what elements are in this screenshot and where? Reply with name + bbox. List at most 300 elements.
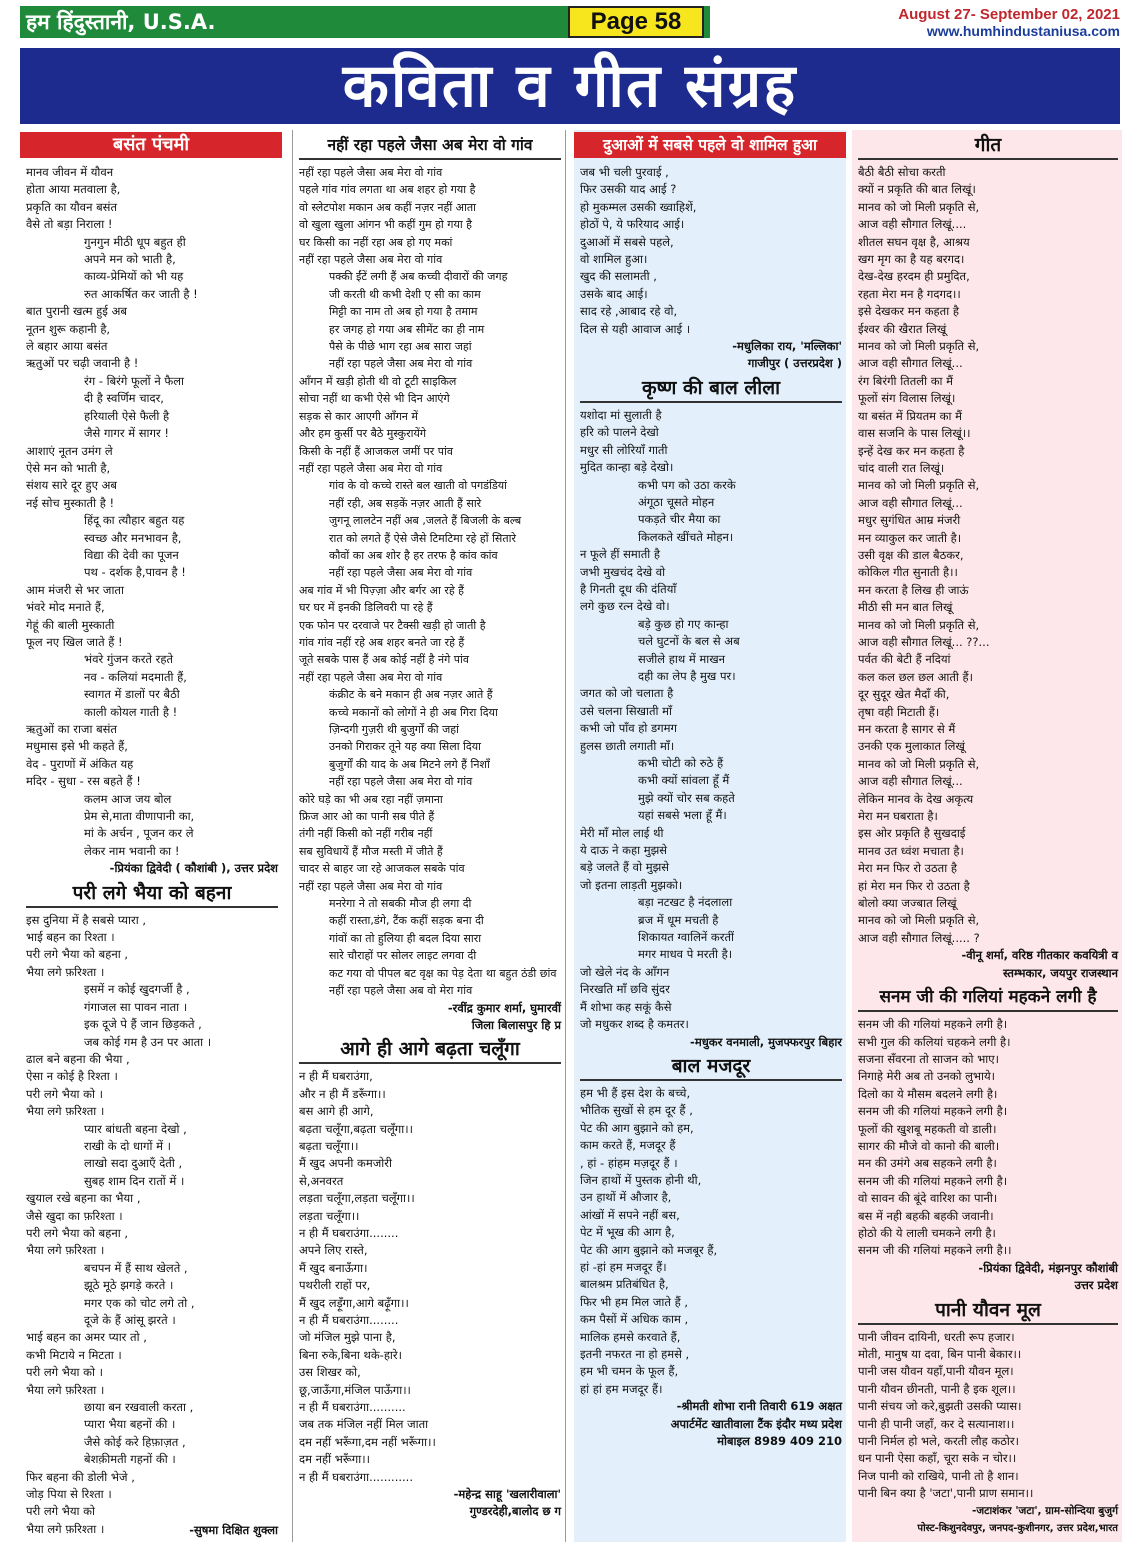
poem-line: घर घर में इनकी डिलिवरी पा रहे हैं: [299, 601, 433, 615]
poem-line: मोती, मानुष या दवा, बिन पानी बेकार।।: [858, 1347, 1022, 1361]
poem-line: गेहूं की बाली मुस्काती: [26, 617, 115, 632]
poem-line: न फूले हीं समाती है: [580, 547, 661, 562]
poem-line: नहीं रहा पहले जैसा अब मेरा वो गांव: [329, 357, 473, 371]
poem-line: नूतन शुरू कहानी है,: [26, 321, 111, 336]
poem-line: उनकी एक मुलाकात लिखूं: [858, 739, 965, 754]
poem-line: पानी जीवन दायिनी, धरती रूप हजार।: [858, 1329, 1015, 1344]
poem-line: इसे देखकर मन कहता है: [858, 304, 959, 319]
poem-line: शिकायत ग्वालिनें करतीं: [638, 930, 734, 945]
poem-line: वो सावन की बूंदे वारिश का पानी।: [858, 1191, 998, 1206]
poem-line: भैया लगे फ़रिश्ता ।: [26, 1104, 105, 1119]
poem-line: हर जगह हो गया अब सीमेंट का ही नाम: [329, 322, 485, 336]
poem-line: उसे चलना सिखाती माँ: [580, 703, 673, 718]
poem-line: आज वही सौगात लिखूं...: [858, 774, 963, 789]
poem-pari: [26, 912, 278, 1539]
poem-line: इस ओर प्रकृति है सुखदाई: [858, 826, 966, 841]
poem-line: न ही मैं घबराउंगा........: [299, 1313, 399, 1327]
poem-line: रहता मेरा मन है गदगद।।: [858, 286, 961, 301]
poem-line: मेरा मन फिर रो उठता है: [858, 861, 957, 876]
poem-line: दूर सुदूर खेत मैदाँ की,: [858, 687, 950, 702]
poem-author-duaon-place: गाजीपुर ( उत्तरप्रदेश ): [747, 356, 842, 371]
poem-line: कलम आज जय बोल: [84, 791, 172, 806]
poem-line: रात को लगते हैं ऐसे जैसे टिमटिमा रहे हों सितारे: [329, 531, 516, 545]
poem-duaon: [580, 164, 842, 338]
poem-line: पानी ही पानी जहाँ, कर दे सत्यानाश।।: [858, 1416, 1015, 1431]
poem-line: हिंदू का त्यौहार बहुत यह: [84, 513, 185, 528]
poem-line: अपने लिए रास्ते,: [299, 1243, 368, 1258]
poem-line: भैया लगे फ़रिश्ता ।: [26, 1521, 105, 1536]
poem-line: कंक्रीट के बने मकान ही अब नज़र आते हैं: [329, 688, 493, 702]
poem-line: मदिर - सुधा - रस बहते हैं !: [26, 774, 141, 789]
poem-line: और हम कुर्सी पर बैठे मुस्कुरायेंगे: [299, 427, 427, 441]
poem-title-aage: आगे ही आगे बढ़ता चलूँगा: [299, 1036, 561, 1064]
poem-line: आज वही सौगात लिखूं... ??...: [858, 634, 990, 649]
poem-line: वेद - पुराणों में अंकित यह: [26, 756, 134, 771]
poem-line: दिलो का ये मौसम बदलने लगी है।: [858, 1086, 998, 1101]
poem-line: मगर एक को चोट लगे तो ,: [84, 1295, 195, 1310]
poem-line: मैं शोभा कह सकूं कैसे: [580, 999, 672, 1014]
poem-line: इस दुनिया में है सबसे प्यारा ,: [26, 912, 147, 927]
poem-line: परी लगे भैया को बहना ,: [26, 947, 128, 962]
poem-title-pari: परी लगे भैया को बहना: [26, 880, 278, 908]
poem-line: अंगूठा चूसते मोहन: [638, 494, 715, 509]
poem-author-mazdoor-phone: मोबाइल 8989 409 210: [717, 1434, 842, 1449]
poem-line: प्रकृति का यौवन बसंत: [26, 199, 118, 214]
poem-line: नहीं रहा पहले जैसा अब मेरा वो गांव: [299, 166, 443, 179]
poem-line: आम मंजरी से भर जाता: [26, 582, 124, 597]
poem-line: सनम जी की गलियां महकने लगी है।: [858, 1173, 1008, 1188]
poem-line: , हां - हांहम मज़दूर हैं ।: [580, 1155, 678, 1170]
poem-line: जो इतना लाड़ती मुझको।: [580, 877, 683, 892]
poem-line: गंगाजल सा पावन नाता ।: [84, 999, 188, 1014]
poem-line: बढ़ता चलूँगा।।: [299, 1138, 359, 1153]
poem-line: लड़ता चलूँगा।।: [299, 1208, 360, 1223]
poem-line: पहले गांव गांव लगता था अब शहर हो गया है: [299, 183, 476, 197]
poem-line: गांवों का तो हुलिया ही बदल दिया सारा: [329, 931, 482, 945]
poem-line: बैठी बैठी सोचा करती: [858, 165, 946, 179]
poem-author-basant: -प्रियंका द्विवेदी ( कौशांबी ), उत्तर प्रदेश: [109, 861, 278, 876]
poem-line: भंवरे मोद मनाते हैं,: [26, 600, 105, 615]
poem-paani: [858, 1329, 1118, 1503]
poem-line: परी लगे भैया को: [26, 1504, 95, 1519]
poem-line: तृषा वही मिटाती हैं।: [858, 704, 940, 719]
poem-line: तंगी नहीं किसी को नहीं गरीब नहीं: [299, 827, 433, 841]
poem-line: काव्य-प्रेमियों को भी यह: [84, 269, 184, 284]
poem-line: मानव को जो मिली प्रकृति से,: [858, 478, 980, 493]
poem-line: वैसे तो बड़ा निराला !: [26, 217, 113, 232]
poem-line: जगत को जो चलाता है: [580, 686, 674, 701]
poem-aage: [299, 1068, 561, 1486]
poem-line: फूलों संग विलास लिखूं।: [858, 391, 956, 406]
poem-line: सागर की मौजे वो कानो की बाली।: [858, 1138, 1000, 1153]
poem-line: सड़क से कार आएगी आँगन में: [299, 409, 418, 423]
poem-line: किसी के नहीं हैं आजकल जमीं पर पांव: [299, 444, 454, 458]
poem-line: हुलस छाती लगाती माँ।: [580, 738, 675, 753]
poem-line: जब कोई गम है उन पर आता ।: [84, 1034, 212, 1049]
poem-author-paani: -जटाशंकर 'जटा', ग्राम-सोन्दिया बुजुर्ग: [972, 1504, 1118, 1517]
poem-line: सारे चौराहों पर सोलर लाइट लगवा दी: [329, 949, 477, 963]
poem-line: जब भी चली पुरवाई ,: [580, 165, 669, 179]
poem-line: नहीं रहा पहले जैसा अब मेरा वो गांव: [299, 461, 443, 475]
poem-line: सोचा नहीं था कभी ऐसे भी दिन आएंगे: [299, 392, 450, 406]
column-1: [20, 130, 282, 1542]
poem-line: इतनी नफरत ना हो हमसे ,: [580, 1347, 690, 1361]
column-2: [292, 130, 566, 1542]
poem-line: सभी गुल की कलियां चहकने लगी है।: [858, 1034, 1011, 1049]
poem-line: हां मेरा मन फिर रो उठता है: [858, 878, 970, 893]
poem-line: सनम जी की गलियां महकने लगी है।: [858, 1104, 1008, 1119]
poem-line: भैया लगे फ़रिश्ता ।: [26, 1243, 105, 1258]
poem-line: हरियाली ऐसे फैली है: [84, 408, 170, 423]
poem-line: बोलो क्या जज्बात लिखूं: [858, 896, 957, 911]
poem-line: न ही मैं घबराउंगा,: [299, 1069, 373, 1084]
poem-title-paani: पानी यौवन मूल: [858, 1297, 1118, 1325]
poem-line: नहीं रहा पहले जैसा अब मेरा वो गांव: [299, 253, 443, 267]
poem-line: ज़िन्दगी गुज़री थी बुजुर्गों की जहां: [329, 723, 459, 736]
website-link[interactable]: www.humhindustaniusa.com: [926, 23, 1120, 39]
poem-line: कहीं रास्ता,डंगे, टैंक कहीं सड़क बना दी: [329, 914, 484, 928]
poem-line: वास सजनि के पास लिखूं।।: [858, 426, 971, 441]
poem-line: बुजुर्गों की याद के अब मिटने लगे हैं निशाँ: [329, 757, 490, 771]
poem-line: आंखों में सपने नहीं बस,: [580, 1207, 680, 1222]
poem-line: गांव के वो कच्चे रास्ते बल खाती वो पगडंडियां: [329, 479, 507, 493]
poem-author-gaon-place: जिला बिलासपुर हि प्र: [471, 1017, 561, 1032]
poem-line: आज वही सौगात लिखूं....: [858, 217, 967, 232]
poem-line: फिर उसकी याद आई ?: [580, 182, 677, 197]
poem-line: सजीले हाथ में माखन: [638, 651, 726, 666]
poem-line: मानव उत ध्वंश मचाता है।: [858, 843, 964, 858]
poem-line: सनम जी की गलियां महकने लगी है।।: [858, 1243, 1012, 1258]
poem-line: मेरा मन घबराता है।: [858, 809, 938, 824]
poem-line: विद्या की देवी का पूजन: [84, 547, 179, 562]
poem-line: लाखो सदा दुआएँ देती ,: [84, 1156, 183, 1171]
poem-line: दूजे के हैं आंसू झरते ।: [84, 1313, 176, 1327]
poem-line: क्यों न प्रकृति की बात लिखूं।: [858, 182, 976, 197]
poem-line: बस में नही बहकी बहकी जवानी।: [858, 1208, 994, 1223]
poem-line: आँगन में खड़ी होती थी वो टूटी साइकिल: [299, 374, 457, 388]
poem-line: बिना रुके,बिना थके-हारे।: [299, 1347, 402, 1362]
poem-line: मुदित कान्हा बड़े देखो।: [580, 460, 674, 475]
column-3: [574, 130, 846, 1542]
poem-line: पानी बिन क्या है 'जटा',पानी प्राण समान।।: [858, 1486, 1034, 1501]
poem-line: सनम जी की गलियां महकने लगी है।: [858, 1017, 1008, 1032]
poem-line: मनरेगा ने तो सबकी मौज ही लगा दी: [329, 897, 472, 911]
poem-line: जभी मुखचंद देखे वो: [580, 564, 666, 579]
poem-line: राखी के दो धागों में ।: [84, 1138, 172, 1153]
poem-line: नहीं रहा पहले जैसा अब मेरा वो गांव: [329, 566, 473, 580]
poem-line: खग मृग का है यह बरगद।: [858, 252, 965, 267]
poem-line: नहीं रहा पहले जैसा अब मेरा वो गांव: [299, 879, 443, 893]
poem-line: मीठी सी मन बात लिखूं: [858, 600, 953, 615]
poem-mazdoor: [580, 1085, 842, 1398]
poem-line: खुद की सलामती ,: [580, 269, 657, 284]
poem-line: मैं खुद लड़ूँगा,आगे बढ़ूँगा।।: [299, 1295, 409, 1310]
poem-line: हां -हां हम मजदूर हैं।: [580, 1259, 667, 1274]
poem-gaon: [299, 164, 561, 1000]
poem-line: आज वही सौगात लिखूं...: [858, 356, 963, 371]
poem-line: कोरे घड़े का भी अब रहा नहीं ज़माना: [299, 792, 443, 806]
poem-line: उनको गिराकर तूने यह क्या सिला दिया: [329, 740, 481, 754]
poem-line: नहीं रहा पहले जैसा अब वो मेरा गांव: [329, 984, 473, 998]
poem-line: कल कल छल छल आती हैं।: [858, 669, 974, 684]
poem-line: सब सुविधायें हैं मौज मस्ती में जीते हैं: [299, 844, 443, 858]
poem-line: ऐसे मन को भाती है,: [26, 460, 111, 475]
poem-line: कभी जो पाँव हो डगमग: [580, 721, 677, 736]
poem-line: झूठे मूठे झगड़े करते ।: [84, 1278, 174, 1293]
poem-line: खुयाल रखे बहना का भैया ,: [26, 1191, 141, 1206]
poem-line: रंग - बिरंगे फूलों ने फैला: [84, 373, 184, 388]
poem-line: नहीं रहा पहले जैसा अब मेरा वो गांव: [329, 775, 473, 789]
poem-line: साद रहे ,आबाद रहे वो,: [580, 304, 678, 319]
poem-author-geet: -वीनू शर्मा, वरिष्ठ गीतकार कवयित्री व: [961, 948, 1118, 963]
poem-line: पानी संचय जो करे,बुझती उसकी प्यास।: [858, 1399, 1022, 1414]
poem-line: मिट्टी का नाम तो अब हो गया है तमाम: [329, 305, 478, 319]
poem-line: नहीं रही, अब सड़कें नज़र आती हैं सारे: [329, 496, 482, 510]
poem-line: पानी यौवन छीनती, पानी है इक शूल।।: [858, 1381, 1016, 1396]
poem-line: वो स्लेटपोश मकान अब कहीं नज़र नहीं आता: [299, 200, 477, 214]
poem-line: यहां सबसे भला हूँ मैं।: [638, 808, 727, 823]
poem-line: नहीं रहा पहले जैसा अब मेरा वो गांव: [299, 670, 443, 684]
poem-geet: [858, 164, 1118, 947]
poem-title-gaon: नहीं रहा पहले जैसा अब मेरा वो गांव: [299, 132, 561, 160]
poem-line: ढाल बने बहना की भैया ,: [26, 1051, 130, 1066]
poem-line: रंग बिरंगी तितली का मैं: [858, 373, 954, 388]
poem-author-gaon: -रवींद्र कुमार शर्मा, घुमारवीं: [447, 1000, 561, 1015]
poem-line: कोकिल गीत सुनाती है।।: [858, 565, 958, 580]
poem-line: बचपन में हैं साथ खेलते ,: [84, 1260, 188, 1275]
poem-line: आज वही सौगात लिखूं...: [858, 495, 963, 510]
poem-line: मधुर सी लोरियाँ गाती: [580, 442, 668, 457]
poem-title-geet: गीत: [858, 132, 1118, 160]
poem-title-krishna: कृष्ण की बाल लीला: [580, 375, 842, 403]
poem-line: छाया बन रखवाली करता ,: [84, 1400, 194, 1415]
poem-line: जोड़ पिया से रिश्ता ।: [26, 1487, 112, 1502]
poem-line: कभी क्यों सांवला हूँ मैं: [638, 773, 730, 788]
poem-line: परी लगे भैया को बहना ,: [26, 1225, 128, 1240]
poem-line: लड़ता चलूँगा,लड़ता चलूँगा।।: [299, 1191, 415, 1206]
poem-line: इक दूजे पे हैं जान छिड़कते ,: [84, 1017, 202, 1032]
poem-line: स्वागत में डालों पर बैठी: [84, 687, 180, 702]
poem-line: वो खुला खुला आंगन भी कहीं गुम हो गया है: [299, 218, 473, 232]
poem-line: फ्रिज आर ओ का पानी सब पीते हैं: [299, 810, 435, 824]
poem-line: पथ - दर्शक है,पावन है !: [84, 565, 186, 580]
poem-line: घर किसी का नहीं रहा अब हो गए मकां: [299, 235, 453, 249]
poem-line: पथरीली राहों पर,: [299, 1278, 371, 1293]
poem-line: होठों पे, ये फरियाद आई।: [580, 217, 685, 232]
poem-line: बड़ा नटखट है नंदलाला: [638, 895, 733, 910]
poem-line: आशाएं नूतन उमंग ले: [26, 443, 113, 458]
poem-author-sanam-place: उत्तर प्रदेश: [1074, 1278, 1118, 1293]
poem-line: प्रेम से,माता वीणापानी का,: [84, 809, 195, 824]
poem-line: कट गया वो पीपल बट वृक्ष का पेड़ देता था बहुत ठंडी छांव: [329, 966, 557, 980]
poem-line: गांव गांव नहीं रहे अब शहर बनते जा रहे हैं: [299, 635, 465, 649]
poem-author-aage-place: गुण्डरदेही,बालोद छ ग: [469, 1504, 561, 1519]
poem-line: वो शामिल हुआ।: [580, 252, 648, 267]
poem-line: होठो की ये लाली चमकने लगी है।: [858, 1225, 996, 1240]
poem-line: मानव को जो मिली प्रकृति से,: [858, 913, 980, 928]
poem-line: है गिनती दूध की दंतियाँ: [580, 581, 677, 596]
poem-line: कौवों का अब शोर है हर तरफ है कांव कांव: [329, 548, 498, 562]
newspaper-name: हम हिंदुस्तानी, U.S.A.: [26, 10, 216, 34]
poem-line: दही का लेप है मुख पर।: [638, 668, 736, 683]
poem-line: किलकते खींचते मोहन।: [638, 529, 734, 544]
poem-line: हरि को पालने देखो: [580, 425, 659, 440]
poem-line: पकड़ते चीर मैया का: [638, 512, 721, 527]
poem-line: पानी जस यौवन यहाँ,पानी यौवन मूल।: [858, 1364, 1014, 1379]
poem-author-mazdoor: -श्रीमती शोभा रानी तिवारी 619 अक्षत: [676, 1399, 842, 1414]
poem-author-duaon: -मधुलिका राय, 'मल्लिका': [732, 339, 842, 354]
poem-line: जो मंजिल मुझे पाना है,: [299, 1330, 396, 1345]
poem-title-sanam: सनम जी की गलियां महकने लगी है: [858, 984, 1118, 1012]
poem-line: लगे कुछ रत्न देखे वो।: [580, 599, 670, 614]
poem-line: ब्रज में धूम मचती है: [638, 912, 719, 927]
poem-line: दुआओं में सबसे पहले,: [580, 234, 674, 249]
poem-line: निज पानी को राखिये, पानी तो है शान।: [858, 1468, 1019, 1483]
poem-line: हां हां हम मजदूर हैं।: [580, 1381, 663, 1396]
poem-line: परी लगे भैया को ।: [26, 1086, 104, 1101]
poem-line: पानी निर्मल हो भले, करती लौह कठोर।: [858, 1434, 1019, 1449]
poem-line: निगाहे मेरी अब तो उनको लुभाये।: [858, 1069, 996, 1084]
poem-line: जैसे कोई करे हिफ़ाज़त ,: [84, 1434, 186, 1449]
poem-line: रुत आकर्षित कर जाती है !: [84, 286, 198, 301]
poem-line: जूते सबके पास हैं अब कोई नहीं है नंगे पांव: [299, 653, 469, 667]
poem-line: कभी चोटी को रुठे हैं: [638, 756, 724, 770]
poem-line: मगर माधव पे मरती है।: [638, 947, 733, 962]
poem-line: कभी मिटाये न मिटता ।: [26, 1347, 122, 1362]
poem-title-mazdoor: बाल मजदूर: [580, 1053, 842, 1081]
poem-line: अपने मन को भाती है,: [84, 252, 176, 267]
poem-line: भाई बहन का अमर प्यार तो ,: [26, 1330, 147, 1345]
poem-line: बड़े जलते हैं वो मुझसे: [580, 860, 670, 875]
poem-line: मधुर सुगंधित आम्र मंजरी: [858, 513, 961, 528]
poem-line: मन करता है सागर से मैं: [858, 722, 956, 736]
poem-line: स्वच्छ और मनभावन है,: [84, 530, 182, 545]
poem-line: जुगनू लालटेन नहीं अब ,जलते हैं बिजली के बल्ब: [329, 514, 522, 528]
issue-date: August 27- September 02, 2021: [898, 6, 1120, 23]
poem-line: लेकिन मानव के देख अकृत्य: [858, 791, 974, 806]
poem-line: नई सोच मुस्काती है !: [26, 495, 115, 510]
poem-line: नव - कलियां मदमाती हैं,: [84, 669, 187, 684]
poem-line: इन्हें देख कर मन कहता है: [858, 443, 965, 458]
poem-line: बालश्रम प्रतिबंधित है,: [580, 1277, 669, 1292]
poem-line: गुनगुन मीठी धूप बहुत ही: [84, 234, 186, 249]
poem-line: देख-देख हरदम ही प्रमुदित,: [858, 269, 970, 284]
poem-line: बड़े कुछ हो गए कान्हा: [638, 616, 729, 631]
poem-line: भैया लगे फ़रिश्ता ।: [26, 964, 105, 979]
poem-line: जब तक मंजिल नहीं मिल जाता: [299, 1417, 429, 1432]
poem-line: भैया लगे फ़रिश्ता ।: [26, 1382, 105, 1397]
poem-line: मानव को जो मिली प्रकृति से,: [858, 617, 980, 632]
poem-line: यशोदा मां सुलाती है: [580, 407, 662, 422]
poem-line: संशय सारे दूर हुए अब: [26, 478, 117, 493]
poem-author-sanam: -प्रियंका द्विवेदी, मंझनपुर कौशांबी: [978, 1260, 1118, 1275]
poem-line: और न ही मैं डरूँगा।।: [299, 1086, 386, 1101]
poem-line: सुबह शाम दिन रातों में ।: [84, 1173, 185, 1188]
poem-line: मानव को जो मिली प्रकृति से,: [858, 199, 980, 214]
poem-line: मानव को जो मिली प्रकृति से,: [858, 339, 980, 354]
poem-line: मन की उमंगे अब सहकने लगी है।: [858, 1156, 997, 1171]
poem-line: हम भी चमन के फूल हैं,: [580, 1364, 679, 1379]
poem-line: उस शिखर को,: [299, 1365, 361, 1380]
poem-line: जी करती थी कभी देशी ए सी का काम: [329, 287, 481, 301]
section-banner: कविता व गीत संग्रह: [20, 48, 1120, 124]
poem-line: ईश्वर की खैरात लिखूं: [858, 321, 947, 336]
poem-line: मन करता है लिख ही जाऊं: [858, 582, 969, 597]
poem-line: मन व्याकुल कर जाती है।: [858, 530, 962, 545]
poem-line: अब गांव में भी पिज़्ज़ा और बर्गर आ रहे हैं: [299, 583, 465, 597]
poem-line: चांद वाली रात लिखूं।: [858, 460, 945, 475]
poem-line: होता आया मतवाला है,: [26, 182, 121, 197]
poem-line: पेट में भूख की आग है,: [580, 1225, 675, 1240]
poem-line: प्यारा भैया बहनों की ।: [84, 1417, 176, 1432]
poem-line: मानव जीवन में यौवन: [26, 165, 114, 179]
poem-line: बात पुरानी खत्म हुई अब: [26, 304, 127, 319]
poem-line: ये दाऊ ने कहा मुझसे: [580, 843, 668, 858]
poem-line: ऋतुओं पर चढ़ी जवानी है !: [26, 356, 139, 371]
poem-sanam: [858, 1016, 1118, 1260]
poem-line: जो मधुकर शब्द है कमतर।: [580, 1017, 689, 1032]
masthead: [20, 6, 1120, 40]
poem-line: मां के अर्चन , पूजन कर ले: [84, 826, 194, 841]
poem-line: या बसंत में प्रियतम का मैं: [858, 408, 963, 423]
poem-line: से,अनवरत: [299, 1173, 344, 1188]
poem-line: ऋतुओं का राजा बसंत: [26, 722, 117, 736]
poem-line: शीतल सघन वृक्ष है, आश्रय: [858, 234, 970, 249]
poem-line: पर्वत की बेटी हैं नदियां: [858, 652, 951, 667]
poem-line: परी लगे भैया को ।: [26, 1365, 104, 1380]
poem-line: फिर भी हम मिल जाते हैं ,: [580, 1294, 689, 1309]
poem-author-mazdoor-address: अपार्टमेंट खातीवाला टैंक इंदौर मध्य प्रदेश: [670, 1416, 842, 1431]
poem-line: ले बहार आया बसंत: [26, 339, 108, 354]
poem-author-krishna: -मधुकर वनमाली, मुजफ्फरपुर बिहार: [690, 1034, 842, 1049]
poem-line: बस आगे ही आगे,: [299, 1104, 374, 1119]
poem-line: पेट की आग बुझाने को हम,: [580, 1120, 694, 1135]
poem-basant: [26, 164, 278, 860]
poem-title-duaon: दुआओं में सबसे पहले वो शामिल हुआ: [574, 132, 846, 158]
poem-line: एक फोन पर दरवाजे पर टैक्सी खड़ी हो जाती है: [299, 618, 486, 632]
poem-line: उन हाथों में औजार है,: [580, 1190, 672, 1205]
poem-line: भाई बहन का रिश्ता ।: [26, 930, 115, 945]
poem-line: जैसे गागर में सागर !: [84, 426, 169, 441]
poem-line: हम भी हैं इस देश के बच्चे,: [580, 1085, 691, 1100]
poem-line: उसके बाद आई।: [580, 286, 648, 301]
poem-title-basant: बसंत पंचमी: [20, 132, 282, 158]
poem-line: फूल नए खिल जाते हैं !: [26, 634, 123, 649]
poem-line: बढ़ता चलूँगा,बढ़ता चलूँगा।।: [299, 1121, 413, 1136]
poem-line: फिर बहना की डोली भेजे ,: [26, 1469, 135, 1484]
poem-line: जिन हाथों में पुस्तक होनी थी,: [580, 1172, 702, 1187]
poem-line: चादर से बाहर जा रहे आजकल सबके पांव: [299, 862, 465, 876]
poem-line: मुझे क्यों चोर सब कहते: [638, 790, 735, 805]
poem-line: ऐसा न कोई है रिश्ता ।: [26, 1069, 118, 1084]
poem-author-geet-place: स्तम्भकार, जयपुर राजस्थान: [1002, 965, 1118, 980]
poem-line: निरखति माँ छवि सुंदर: [580, 982, 670, 997]
poem-line: न ही मैं घबराउंगा............: [299, 1469, 413, 1484]
poem-line: दिल से यही आवाज आई ।: [580, 321, 691, 336]
poem-line: पक्की ईंटें लगी हैं अब कच्ची दीवारों की जगह: [329, 270, 508, 284]
poem-line: मानव को जो मिली प्रकृति से,: [858, 756, 980, 771]
poem-line: कभी पग को उठा करके: [638, 477, 736, 492]
poem-line: चले घुटनों के बल से अब: [638, 634, 740, 649]
poem-line: उसी वृक्ष की डाल बैठकर,: [858, 547, 964, 562]
poem-line: दी है स्वर्णिम चादर,: [84, 391, 164, 406]
poem-author-aage: -महेन्द्र साहू 'खलारीवाला': [453, 1487, 561, 1502]
poem-author-paani-place: पोस्ट-किशुनदेवपुर, जनपद-कुशीनगर, उत्तर प्रदेश,भारत: [917, 1523, 1118, 1535]
poem-line: मधुमास इसे भी कहते हैं,: [26, 739, 128, 754]
poem-author-pari: -सुषमा दिक्षित शुक्ला: [189, 1522, 278, 1537]
poem-line: प्यार बांधती बहना देखो ,: [84, 1121, 187, 1136]
poem-line: धन पानी ऐसा कहाँ, चूरा सके न चोर।।: [858, 1451, 1017, 1466]
